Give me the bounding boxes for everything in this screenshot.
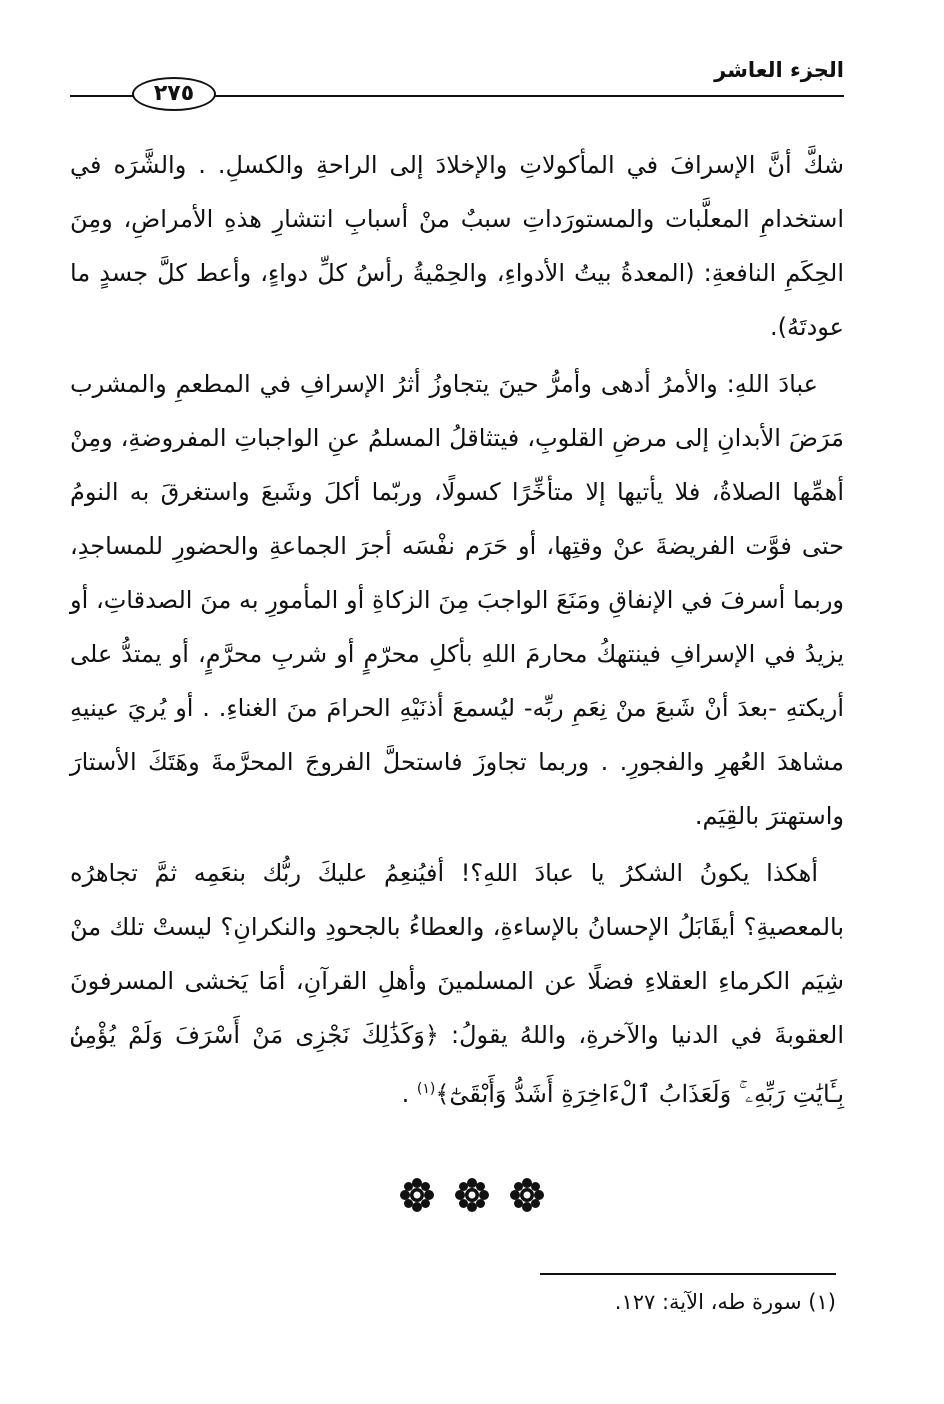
paragraph-3 <box>70 846 844 1121</box>
page-number: ٢٧٥ <box>132 77 216 111</box>
section-divider-ornaments <box>0 1178 944 1212</box>
flower-ornament-icon <box>455 1178 489 1212</box>
end-mark: . <box>401 1080 410 1108</box>
flower-ornament-icon <box>400 1178 434 1212</box>
flower-ornament-icon <box>510 1178 544 1212</box>
running-header-title: الجزء العاشر <box>714 58 844 82</box>
paragraph-2: عبادَ اللهِ: والأمرُ أدهى وأمرُّ حينَ يتجاوزُ أثرُ الإسرافِ في المطعمِ والمشرب مَرَضَ الأبدانِ إلى مرضِ القلوبِ، فيتثاقلُ المسلمُ عنِ الواجباتِ المفروضةِ، ومِنْ أهمِّها الصلاةُ، فلا يأتيها إلا متأخِّرًا كسولًا، وربّما أكلَ وشَبعَ واستغرقَ به النومُ حتى فوَّت الفريضةَ عنْ وقتِها، أو حَرَم نفْسَه أجرَ الجماعةِ والحضورِ للمساجدِ، وربما أسرفَ في الإنفاقِ ومَنَعَ الواجبَ مِنَ الزكاةِ أو المأمورِ به منَ الصدقاتِ، أو يزيدُ في الإسرافِ فينتهكُ محارمَ اللهِ بأكلِ محرّمٍ أو شربِ محرَّمٍ، أو يمتدُّ على أريكتهِ -بعدَ أنْ شَبعَ منْ نِعَمِ ربِّه- ليُسمعَ أذنَيْهِ الحرامَ منَ الغناءِ. . أو يُريَ عينيهِ مشاهدَ العُهرِ والفجورِ. . وربما تجاوزَ فاستحلَّ الفروجَ المحرَّمةَ وهَتَكَ الأستارَ واستهترَ بالقِيَم. <box>70 370 844 830</box>
footnote: (١) سورة طه، الآية: ١٢٧. <box>614 1290 836 1314</box>
quran-quote: ﴿وَكَذَٰلِكَ نَجْزِى مَنْ أَسْرَفَ وَلَمْ يُؤْمِنۢ بِـَٔايَٰتِ رَبِّهِۦ ۚ وَلَعَذَابُ ٱلْءَاخِرَةِ أَشَدُّ وَأَبْقَىٰٓ﴾ <box>70 1021 844 1108</box>
body-text <box>70 138 844 1124</box>
footnote-reference: (١) <box>416 1081 436 1097</box>
paragraph-1: شكَّ أنَّ الإسرافَ في المأكولاتِ والإخلادَ إلى الراحةِ والكسلِ. . والشَّرَه في استخدامِ المعلَّبات والمستورَداتِ سببٌ منْ أسبابِ انتشارِ هذهِ الأمراضِ، ومِنَ الحِكَمِ النافعةِ: (المعدةُ بيتُ الأدواءِ، والحِمْيةُ رأسُ كلِّ دواءٍ، وأعط كلَّ جسدٍ ما عودتَهُ). <box>70 151 844 341</box>
footnote-rule <box>540 1273 836 1275</box>
paragraph-3-text: أهكذا يكونُ الشكرُ يا عبادَ اللهِ؟! أفيُنعِمُ عليكَ ربُّك بنعَمِه ثمَّ تجاهرُه بالمعصيةِ؟ أيقَابَلُ الإحسانُ بالإساءةِ، والعطاءُ بالجحودِ والنكرانِ؟ ليستْ تلك منْ شِيَم الكرماءِ العقلاءِ فضلًا عن المسلمينَ وأهلِ القرآنِ، أمَا يَخشى المسرفونَ العقوبةَ في الدنيا والآخرةِ، واللهُ يقولُ: <box>70 859 844 1049</box>
